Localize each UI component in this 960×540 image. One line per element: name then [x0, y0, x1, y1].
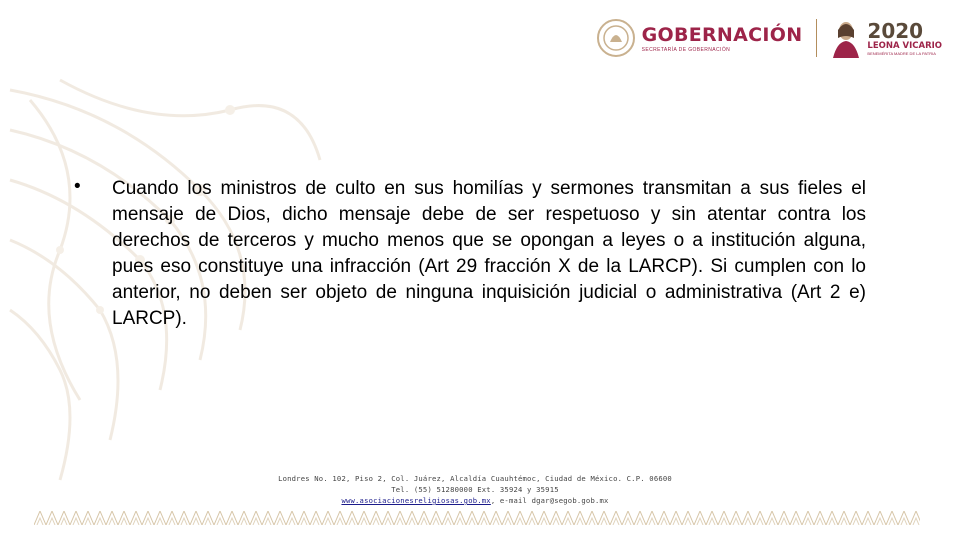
footer-address: Londres No. 102, Piso 2, Col. Juárez, Alcaldía Cuauhtémoc, Ciudad de México. C.P. 06600 [278, 474, 672, 483]
footer-phone: Tel. (55) 51280000 Ext. 35924 y 35915 [391, 485, 559, 494]
footer-email: , e-mail dgar@segob.gob.mx [490, 496, 609, 505]
agency-subtitle: SECRETARÍA DE GOBERNACIÓN [641, 46, 731, 53]
leona-vicario-logo [867, 18, 942, 56]
footer-web-email [240, 495, 710, 506]
decorative-bottom-band [34, 511, 920, 525]
leona-vicario-portrait-icon [829, 18, 863, 58]
logo-divider [816, 19, 817, 57]
header-logos [596, 14, 942, 62]
leona-label: LEONA VICARIO [867, 40, 942, 51]
footer-contact [240, 473, 710, 506]
gobernacion-logo [642, 24, 803, 53]
footer-website-link[interactable]: www.asociacionesreligiosas.gob.mx [341, 496, 491, 505]
year-label: 2020 [867, 18, 924, 43]
national-seal-icon [596, 18, 636, 58]
leona-subtitle: BENEMÉRITA MADRE DE LA PATRIA [867, 50, 936, 56]
body-paragraph: Cuando los ministros de culto en sus homilías y sermones transmitan a sus fieles el mensaje de Dios, dicho mensaje debe de ser respetuoso y sin atentar contra los derechos de terceros y mucho menos que se opongan a leyes o a institución alguna, pues eso constituye una infracción (Art 29 fracción X de la LARCP). Si cumplen con lo anterior, no deben ser objeto de ninguna inquisición judicial o administrativa (Art 2 e) LARCP). [112, 178, 866, 329]
bullet-marker: • [74, 176, 81, 197]
agency-name: GOBERNACIÓN [641, 23, 803, 46]
